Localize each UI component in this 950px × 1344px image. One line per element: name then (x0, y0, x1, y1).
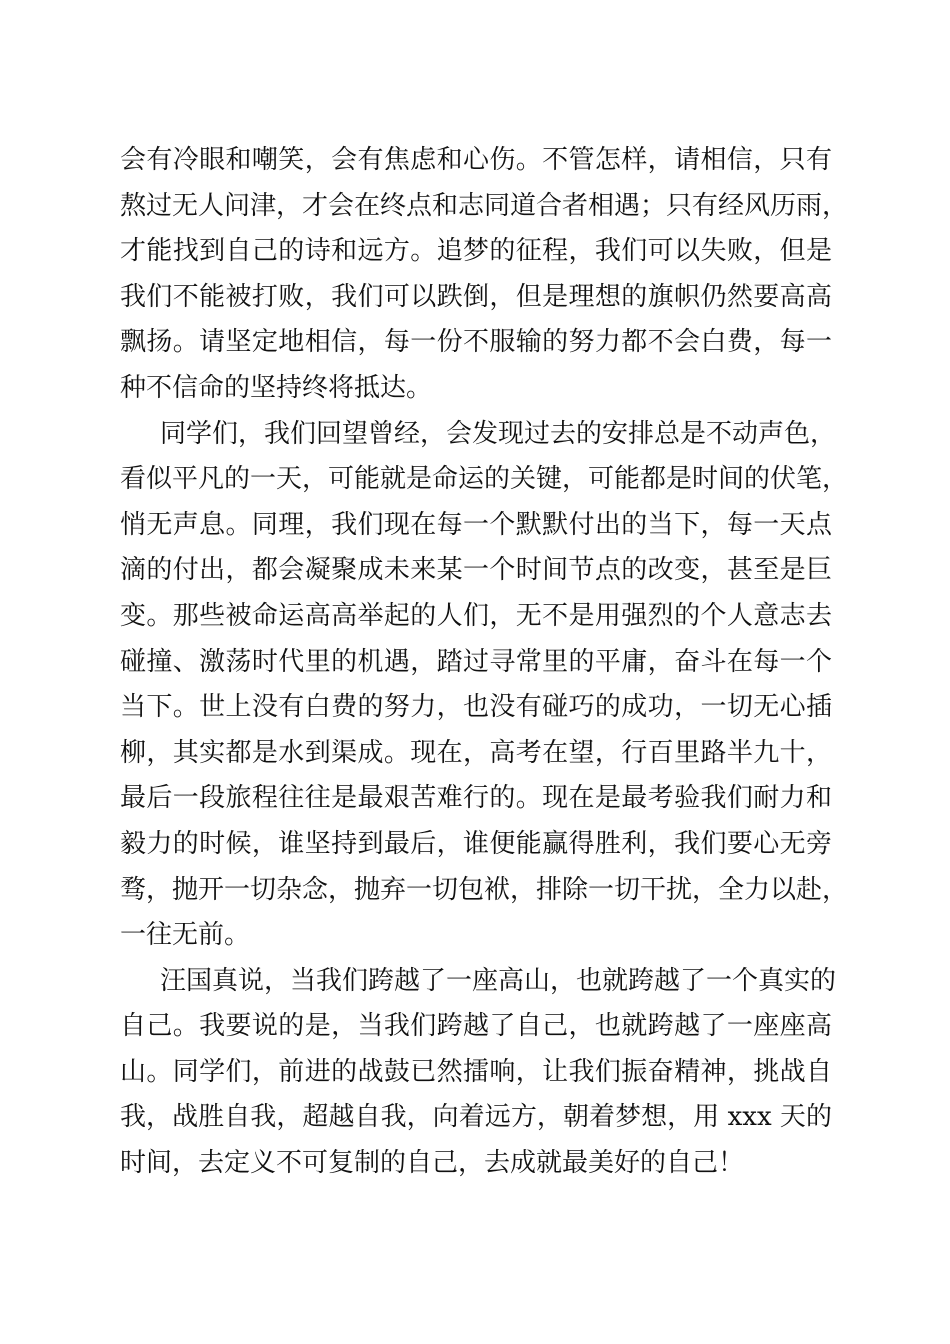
text-line: 我，战胜自我，超越自我，向着远方，朝着梦想，用 xxx 天的 (120, 1102, 832, 1133)
text-line: 自己。我要说的是，当我们跨越了自己，也就跨越了一座座高 (120, 1011, 832, 1042)
text-line: 会有冷眼和嘲笑，会有焦虑和心伤。不管怎样，请相信，只有 (120, 145, 832, 175)
body-text (120, 138, 849, 1187)
text-line: 最后一段旅程往往是最艰苦难行的。现在是最考验我们耐力和 (120, 783, 832, 814)
text-line: 柳，其实都是水到渠成。现在，高考在望，行百里路半九十， (120, 737, 832, 768)
text-line: 熬过无人问津，才会在终点和志同道合者相遇；只有经风历雨， (120, 190, 849, 221)
text-line: 才能找到自己的诗和远方。追梦的征程，我们可以失败，但是 (120, 236, 832, 267)
text-line: 悄无声息。同理，我们现在每一个默默付出的当下，每一天点 (120, 509, 832, 540)
text-line: 同学们，我们回望曾经，会发现过去的安排总是不动声色， (160, 418, 837, 449)
text-line: 时间，去定义不可复制的自己，去成就最美好的自己！ (120, 1148, 745, 1179)
text-line: 当下。世上没有白费的努力，也没有碰巧的成功，一切无心插 (120, 692, 832, 723)
text-line: 看似平凡的一天，可能就是命运的关键，可能都是时间的伏笔， (120, 464, 849, 495)
text-line: 山。同学们，前进的战鼓已然擂响，让我们振奋精神，挑战自 (120, 1056, 832, 1087)
paragraph (120, 959, 837, 1187)
text-line: 种不信命的坚持终将抵达。 (120, 372, 433, 403)
text-line: 一往无前。 (120, 920, 251, 951)
text-line: 碰撞、激荡时代里的机遇，踏过寻常里的平庸，奋斗在每一个 (120, 646, 832, 677)
text-line: 毅力的时候，谁坚持到最后，谁便能赢得胜利，我们要心无旁 (120, 828, 832, 859)
text-line: 飘扬。请坚定地相信，每一份不服输的努力都不会白费，每一 (120, 327, 832, 358)
paragraph (120, 138, 849, 412)
text-line: 变。那些被命运高高举起的人们，无不是用强烈的个人意志去 (120, 600, 832, 631)
text-line: 我们不能被打败，我们可以跌倒，但是理想的旗帜仍然要高高 (120, 281, 832, 312)
text-line: 骛，抛开一切杂念，抛弃一切包袱，排除一切干扰，全力以赴， (120, 874, 849, 905)
paragraph (120, 412, 849, 959)
text-line: 滴的付出，都会凝聚成未来某一个时间节点的改变，甚至是巨 (120, 555, 832, 586)
text-line: 汪国真说，当我们跨越了一座高山，也就跨越了一个真实的 (160, 965, 837, 996)
